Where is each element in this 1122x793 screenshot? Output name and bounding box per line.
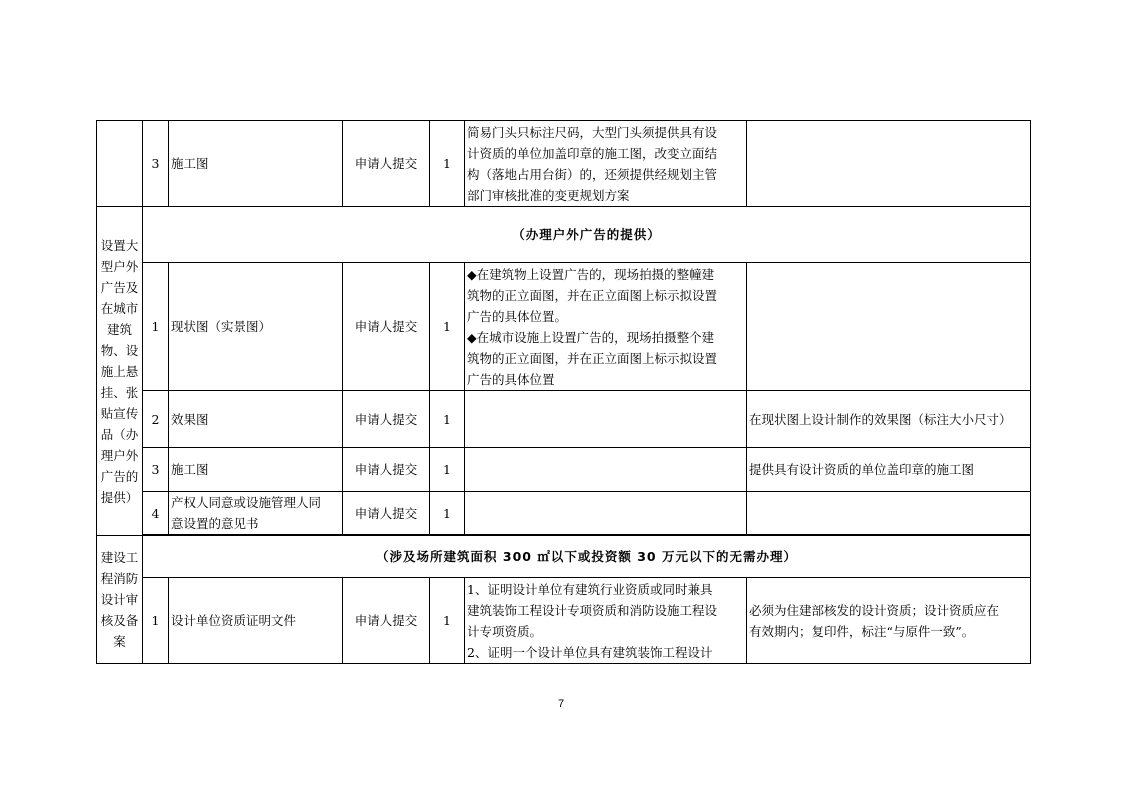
material-name: 设计单位资质证明文件: [169, 578, 343, 664]
section-title-outdoor-ads: 设置大 型户外 广告及 在城市 建筑 物、设 施上悬 挂、张 贴宣传 品（办 理户外 广告的 提供）: [97, 207, 143, 536]
requirement-text: [465, 448, 747, 492]
material-name: 效果图: [169, 391, 343, 448]
submitter: 申请人提交: [343, 263, 430, 391]
copies-count: 1: [430, 492, 465, 535]
section-cell-continued: [97, 121, 143, 207]
submitter: 申请人提交: [343, 448, 430, 492]
item-number: 1: [143, 263, 169, 391]
submitter: 申请人提交: [343, 578, 430, 664]
table-row: [97, 391, 1031, 448]
item-number: 3: [143, 121, 169, 207]
section-header: （办理户外广告的提供）: [143, 207, 1031, 263]
copies-count: 1: [430, 121, 465, 207]
copies-count: 1: [430, 578, 465, 664]
note-text: [747, 492, 1031, 535]
section-header-row: [97, 536, 1031, 578]
copies-count: 1: [430, 391, 465, 448]
note-text: 提供具有设计资质的单位盖印章的施工图: [747, 448, 1031, 492]
requirement-text: 1、证明设计单位有建筑行业资质或同时兼具 建筑装饰工程设计专项资质和消防设施工程设 计专项资质。 2、证明一个设计单位具有建筑装饰工程设计: [465, 578, 747, 664]
note-text: [747, 263, 1031, 391]
requirements-table: [96, 120, 1031, 664]
section-header: （涉及场所建筑面积 300 ㎡以下或投资额 30 万元以下的无需办理）: [143, 536, 1031, 578]
table-row: [97, 578, 1031, 664]
submitter: 申请人提交: [343, 391, 430, 448]
table-row: [97, 448, 1031, 492]
note-text: [747, 121, 1031, 207]
copies-count: 1: [430, 263, 465, 391]
note-text: 在现状图上设计制作的效果图（标注大小尺寸）: [747, 391, 1031, 448]
item-number: 3: [143, 448, 169, 492]
material-name: 现状图（实景图）: [169, 263, 343, 391]
submitter: 申请人提交: [343, 492, 430, 535]
requirement-text: [465, 391, 747, 448]
material-name: 施工图: [169, 121, 343, 207]
material-name: 施工图: [169, 448, 343, 492]
item-number: 1: [143, 578, 169, 664]
material-name: 产权人同意或设施管理人同 意设置的意见书: [169, 492, 343, 535]
requirement-text: 简易门头只标注尺码，大型门头须提供具有设 计资质的单位加盖印章的施工图，改变立面结 构（落地占用台街）的，还须提供经规划主管 部门审核批准的变更规划方案: [465, 121, 747, 207]
page-number: 7: [557, 698, 565, 710]
submitter: 申请人提交: [343, 121, 430, 207]
requirement-text: ◆在建筑物上设置广告的，现场拍摄的整幢建 筑物的正立面图，并在正立面图上标示拟设置 广告的具体位置。 ◆在城市设施上设置广告的，现场拍摄整个建 筑物的正立面图，并在正立面图上标示拟设置 广告的具体位置: [465, 263, 747, 391]
requirement-text: [465, 492, 747, 535]
item-number: 2: [143, 391, 169, 448]
table-row: [97, 121, 1031, 207]
item-number: 4: [143, 492, 169, 535]
section-title-fire-design: 建设工 程消防 设计审 核及备 案: [97, 536, 143, 664]
section-header-row: [97, 207, 1031, 263]
table-row: [97, 263, 1031, 391]
copies-count: 1: [430, 448, 465, 492]
table-row: [97, 492, 1031, 535]
note-text: 必须为住建部核发的设计资质；设计资质应在 有效期内；复印件，标注“与原件一致”。: [747, 578, 1031, 664]
